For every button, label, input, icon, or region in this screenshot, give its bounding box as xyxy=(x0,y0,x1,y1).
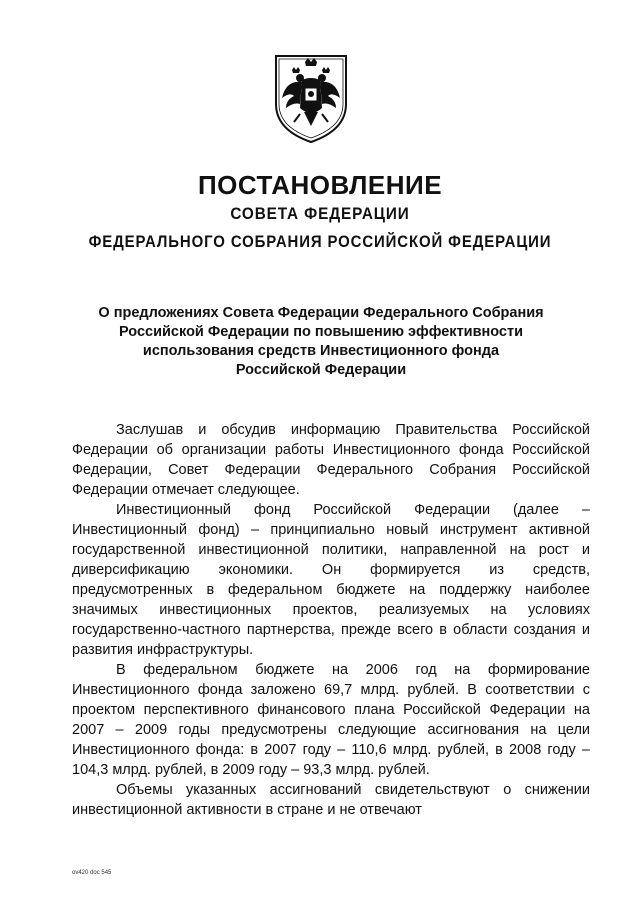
body-paragraph: Инвестиционный фонд Российской Федерации (далее – Инвестиционный фонд) – принципиально новый инструмент активной государственной инвестиционной политики, направленной на рост и диверсификацию экономики. Он формируется из средств, предусмотренных в федеральном бюджете на поддержку наиболее значимых инвестиционных проектов, реализуемых на условиях государственно-частного партнерства, прежде всего в области создания и развития инфраструктуры. xyxy=(72,502,590,658)
document-code: ov420 doc 545 xyxy=(72,870,112,876)
body-paragraph: Заслушав и обсудив информацию Правительства Российской Федерации об организации работы Инвестиционного фонда Российской Федерации, Совет Федерации Федерального Собрания Российской Федерации отмечает следующее. xyxy=(72,422,590,498)
coat-of-arms-icon xyxy=(272,52,350,144)
document-subject xyxy=(78,304,564,380)
subject-line: Российской Федерации xyxy=(235,362,407,378)
body-paragraph: Объемы указанных ассигнований свидетельствуют о снижении инвестиционной активности в стране и не отвечают xyxy=(72,782,590,818)
document-title: ПОСТАНОВЛЕНИЕ xyxy=(197,170,443,200)
subject-line: О предложениях Совета Федерации Федерального Собрания xyxy=(98,305,544,321)
subject-line: использования средств Инвестиционного фонда xyxy=(142,343,500,359)
issuer-line-1: СОВЕТА ФЕДЕРАЦИИ xyxy=(230,204,410,223)
body-paragraph: В федеральном бюджете на 2006 год на формирование Инвестиционного фонда заложено 69,7 млрд. рублей. В соответствии с проектом перспективного финансового плана Российской Федерации на 2007 – 2009 годы предусмотрены следующие ассигнования на цели Инвестиционного фонда: в 2007 году – 110,6 млрд. рублей, в 2008 году – 104,3 млрд. рублей, в 2009 году – 93,3 млрд. рублей. xyxy=(72,662,590,778)
issuer-line-2: ФЕДЕРАЛЬНОГО СОБРАНИЯ РОССИЙСКОЙ ФЕДЕРАЦИИ xyxy=(88,232,552,251)
subject-line: Российской Федерации по повышению эффективности xyxy=(119,324,523,340)
document-body xyxy=(72,420,590,820)
